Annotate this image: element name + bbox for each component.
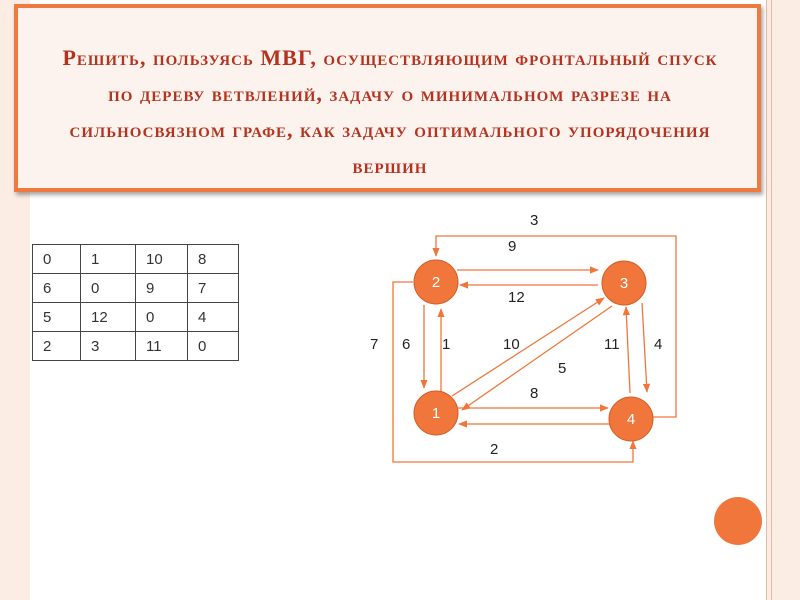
edge-label-2-4: 7	[370, 336, 379, 353]
matrix-cell: 0	[136, 303, 188, 332]
edge-4-3	[626, 307, 630, 393]
edge-3-4	[642, 303, 647, 392]
graph-node-4	[609, 397, 653, 441]
edge-label-4-3: 11	[604, 336, 620, 353]
matrix-cell: 11	[136, 332, 188, 361]
matrix-cell: 9	[136, 274, 188, 303]
matrix-cell: 12	[81, 303, 136, 332]
node-label: 1	[431, 405, 441, 422]
matrix-cell: 10	[136, 245, 188, 274]
matrix-cell: 2	[33, 332, 81, 361]
node-label: 2	[431, 274, 441, 291]
node-label: 4	[626, 411, 636, 428]
graph-node-2	[414, 260, 458, 304]
graph-node-1	[414, 391, 458, 435]
matrix-cell: 8	[188, 245, 239, 274]
matrix-cell: 0	[81, 274, 136, 303]
edge-label-2-3: 9	[508, 238, 517, 255]
edge-label-3-4: 4	[654, 336, 663, 353]
decorative-circle	[714, 497, 762, 545]
edge-2-4	[393, 282, 636, 462]
matrix-cell: 4	[188, 303, 239, 332]
node-label: 3	[619, 275, 629, 292]
edge-4-2	[436, 236, 676, 417]
edge-1-3	[452, 298, 604, 396]
edge-label-4-1: 2	[490, 441, 499, 458]
matrix-cell: 0	[33, 245, 81, 274]
edge-label-1-3: 10	[503, 336, 520, 353]
matrix-cell: 0	[188, 332, 239, 361]
edge-label-3-2: 12	[508, 289, 525, 306]
matrix-cell: 7	[188, 274, 239, 303]
matrix-cell: 6	[33, 274, 81, 303]
edge-label-1-2: 1	[442, 336, 451, 353]
edge-label-4-2: 3	[530, 212, 539, 229]
slide-title: Решить, пользуясь МВГ, осуществляющим фронтальный спуск по дереву ветвлений, задачу о минимальном разрезе на сильносвязном графе, как задачу оптимального упорядочения вершин	[62, 45, 718, 178]
matrix-cell: 3	[81, 332, 136, 361]
matrix-cell: 1	[81, 245, 136, 274]
graph-node-3	[602, 261, 646, 305]
edge-label-1-4: 8	[530, 385, 539, 402]
matrix-cell: 5	[33, 303, 81, 332]
edge-label-2-1: 6	[402, 336, 411, 353]
edge-label-3-1: 5	[558, 360, 567, 377]
